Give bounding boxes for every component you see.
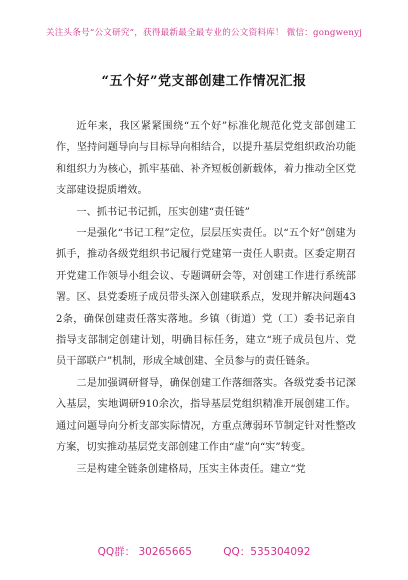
paragraph-point-three: 三是构建全链条创建格局，压实主体责任。建立“党: [76, 463, 306, 475]
footer-qq-group: QQ群： 30265665: [97, 546, 192, 558]
paragraph-intro: 近年来，我区紧紧围绕“五个好”标准化规范化党支部创建工作，坚持问题导向与目标导向相结合，以提升基层党组织政治功能和组织力为核心，抓牢基础、补齐短板创新载体，着力推动全区党支部建设提质增效。: [56, 121, 356, 197]
document-body: [56, 116, 356, 480]
footer-contact: [0, 544, 408, 559]
header-banner: 关注头条号“公文研究”，获得最新最全最专业的公文资料库！ 微信：gongwenyj: [45, 28, 363, 38]
section-heading: 一、抓书记书记抓，压实创建“责任链”: [76, 206, 250, 218]
footer-qq-number: QQ：535304092: [223, 546, 311, 558]
page-title: “五个好”党支部创建工作情况汇报: [101, 74, 307, 89]
paragraph-point-one: 一是强化“书记工程”定位，层层压实责任。以“五个好”创建为抓手，推动各级党组织书记履行党建第一责任人职责。区委定期召开党建工作领导小组会议、专题调研会等，对创建工作进行系统部署。区、县党委班子成员带头深入创建联系点，发现并解决问题432条，确保创建责任落实落地。乡镇（街道）党（工）委书记亲自指导支部制定创建计划，明确目标任务，建立“班子成员包片、党员干部联户”机制，形成全域创建、全员参与的责任链条。: [56, 228, 356, 368]
paragraph-point-two: 二是加强调研督导，确保创建工作落细落实。各级党委书记深入基层，实地调研910余次，指导基层党组织精准开展创建工作。通过问题导向分析支部实际情况，方重点薄弱环节制定针对性整改方案，切实推动基层党支部创建工作由“虚”向“实”转变。: [56, 377, 356, 454]
